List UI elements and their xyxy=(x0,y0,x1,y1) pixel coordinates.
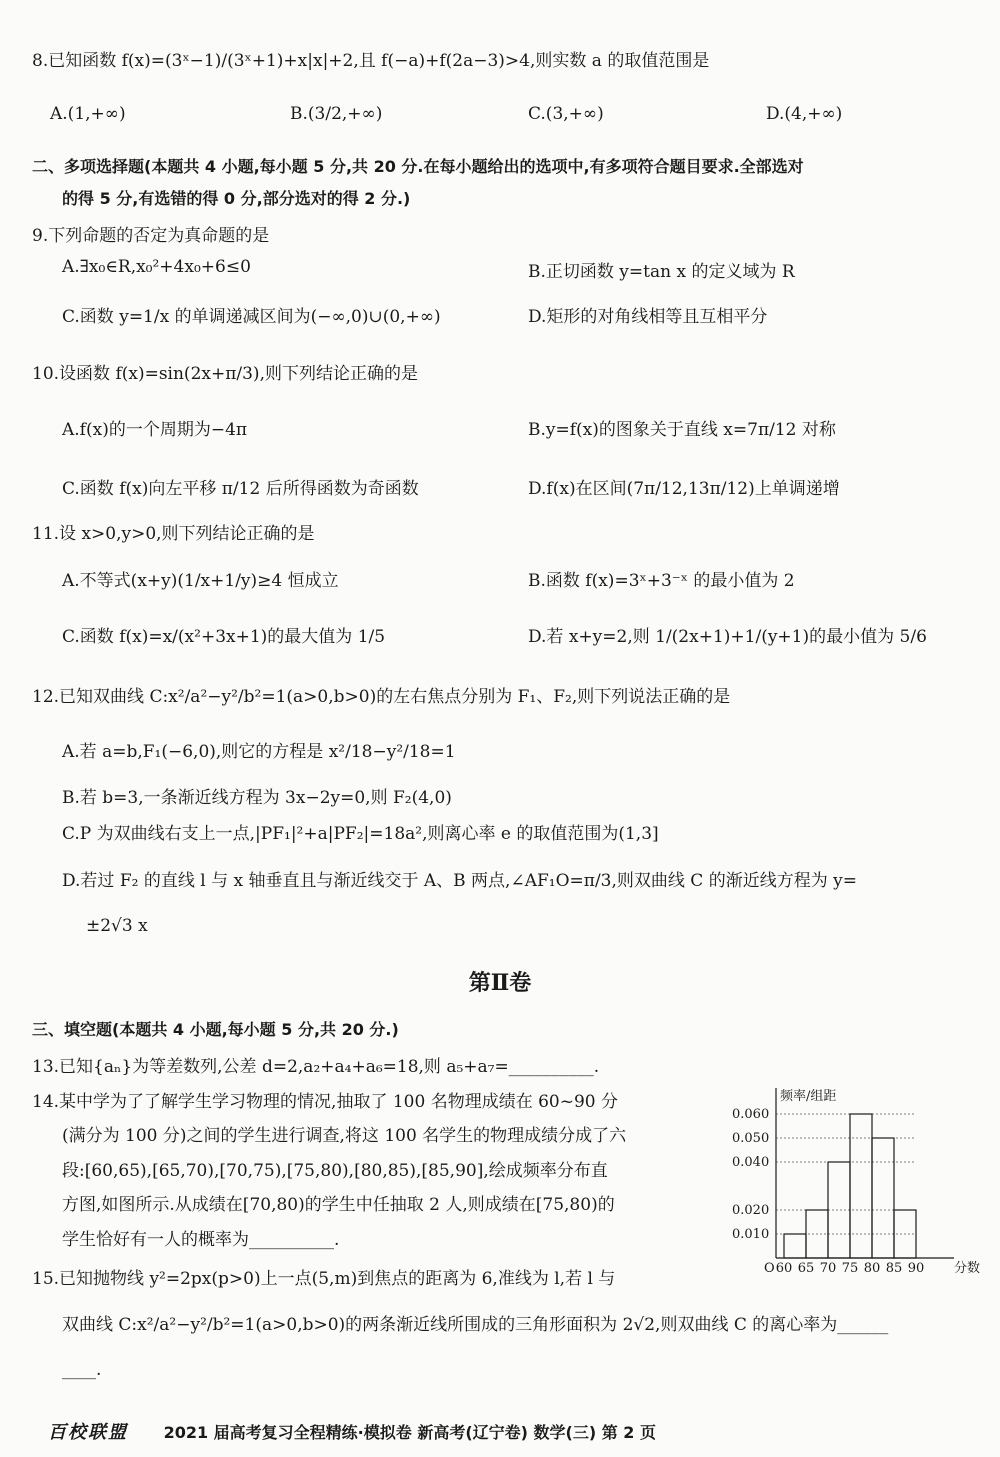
page-footer xyxy=(48,1418,656,1444)
q9-option-b: B.正切函数 y=tan x 的定义域为 R xyxy=(528,262,795,282)
histogram-xtick-label: 75 xyxy=(841,1261,859,1276)
histogram-ytick-label: 0.020 xyxy=(732,1203,770,1218)
histogram-ytick-label: 0.050 xyxy=(732,1131,770,1146)
q11-option-c: C.函数 f(x)=x/(x²+3x+1)的最大值为 1/5 xyxy=(62,627,386,647)
histogram-xtick-label: 80 xyxy=(863,1261,881,1276)
histogram-bar-70-75 xyxy=(828,1162,850,1258)
q15-line1: 15.已知抛物线 y²=2px(p>0)上一点(5,m)到焦点的距离为 6,准线为 l,若 l 与 xyxy=(32,1269,616,1289)
q8-option-c: C.(3,+∞) xyxy=(528,104,604,124)
q14-line4: 方图,如图所示.从成绩在[70,80)的学生中任抽取 2 人,则成绩在[75,80)的 xyxy=(62,1195,615,1215)
q9-option-a: A.∃x₀∈R,x₀²+4x₀+6≤0 xyxy=(62,257,251,277)
q11-stem: 11.设 x>0,y>0,则下列结论正确的是 xyxy=(32,524,315,544)
histogram-ytick-label: 0.040 xyxy=(732,1155,770,1170)
section3-heading: 三、填空题(本题共 4 小题,每小题 5 分,共 20 分.) xyxy=(32,1020,399,1039)
q10-option-c: C.函数 f(x)向左平移 π/12 后所得函数为奇函数 xyxy=(62,479,419,499)
frequency-histogram xyxy=(728,1082,990,1278)
q10-option-b: B.y=f(x)的图象关于直线 x=7π/12 对称 xyxy=(528,420,836,440)
q12-option-a: A.若 a=b,F₁(−6,0),则它的方程是 x²/18−y²/18=1 xyxy=(62,742,456,762)
publisher-logo: 百校联盟 xyxy=(48,1422,128,1443)
q8-option-b: B.(3/2,+∞) xyxy=(290,104,383,124)
histogram-bar-60-65 xyxy=(784,1234,806,1258)
q12-stem: 12.已知双曲线 C:x²/a²−y²/b²=1(a>0,b>0)的左右焦点分别为 F₁、F₂,则下列说法正确的是 xyxy=(32,687,731,707)
q13: 13.已知{aₙ}为等差数列,公差 d=2,a₂+a₄+a₆=18,则 a₅+a₇=__________. xyxy=(32,1057,600,1077)
q11-option-a: A.不等式(x+y)(1/x+1/y)≥4 恒成立 xyxy=(62,571,339,591)
q8-stem: 8.已知函数 f(x)=(3ˣ−1)/(3ˣ+1)+x|x|+2,且 f(−a)+f(2a−3)>4,则实数 a 的取值范围是 xyxy=(32,51,710,71)
q10-option-a: A.f(x)的一个周期为−4π xyxy=(62,420,248,440)
q12-option-c: C.P 为双曲线右支上一点,|PF₁|²+a|PF₂|=18a²,则离心率 e 的取值范围为(1,3] xyxy=(62,824,659,844)
section2-heading-line2: 的得 5 分,有选错的得 0 分,部分选对的得 2 分.) xyxy=(62,189,411,208)
q12-option-d: D.若过 F₂ 的直线 l 与 x 轴垂直且与渐近线交于 A、B 两点,∠AF₁O=π/3,则双曲线 C 的渐近线方程为 y= xyxy=(62,871,857,891)
histogram-bar-80-85 xyxy=(872,1138,894,1258)
q14-line5: 学生恰好有一人的概率为__________. xyxy=(62,1230,340,1250)
q8-option-a: A.(1,+∞) xyxy=(50,104,126,124)
q10-option-d: D.f(x)在区间(7π/12,13π/12)上单调递增 xyxy=(528,479,840,499)
histogram-xtick-label: 60 xyxy=(775,1261,793,1276)
q15-line2: 双曲线 C:x²/a²−y²/b²=1(a>0,b>0)的两条渐近线所围成的三角形面积为 2√2,则双曲线 C 的离心率为______ xyxy=(62,1315,889,1335)
histogram-ylabel: 频率/组距 xyxy=(780,1089,837,1104)
q10-stem: 10.设函数 f(x)=sin(2x+π/3),则下列结论正确的是 xyxy=(32,364,418,384)
histogram-xtick-label: 90 xyxy=(907,1261,925,1276)
footer-text: 2021 届高考复习全程精练·模拟卷 新高考(辽宁卷) 数学(三) 第 2 页 xyxy=(163,1423,656,1442)
q12-option-b: B.若 b=3,一条渐近线方程为 3x−2y=0,则 F₂(4,0) xyxy=(62,788,452,808)
histogram-xtick-label: 65 xyxy=(797,1261,815,1276)
q8-option-d: D.(4,+∞) xyxy=(766,104,843,124)
q12-option-d-continued: ±2√3 x xyxy=(86,916,148,936)
q9-stem: 9.下列命题的否定为真命题的是 xyxy=(32,226,270,246)
section2-heading-line1: 二、多项选择题(本题共 4 小题,每小题 5 分,共 20 分.在每小题给出的选项中,有多项符合题目要求.全部选对 xyxy=(32,157,804,176)
q14-line3: 段:[60,65),[65,70),[70,75),[75,80),[80,85),[85,90],绘成频率分布直 xyxy=(62,1161,608,1181)
q11-option-b: B.函数 f(x)=3ˣ+3⁻ˣ 的最小值为 2 xyxy=(528,571,795,591)
histogram-bar-75-80 xyxy=(850,1114,872,1258)
q11-option-d: D.若 x+y=2,则 1/(2x+1)+1/(y+1)的最小值为 5/6 xyxy=(528,627,927,647)
q14-line2: (满分为 100 分)之间的学生进行调查,将这 100 名学生的物理成绩分成了六 xyxy=(62,1126,627,1146)
histogram-xlabel: 分数 xyxy=(954,1261,981,1276)
q15-line3: ____. xyxy=(62,1360,102,1380)
q9-option-d: D.矩形的对角线相等且互相平分 xyxy=(528,307,768,327)
histogram-xtick-label: 85 xyxy=(885,1261,903,1276)
histogram-ytick-label: 0.010 xyxy=(732,1227,770,1242)
part-ii-title: 第Ⅱ卷 xyxy=(468,970,532,996)
q14-line1: 14.某中学为了了解学生学习物理的情况,抽取了 100 名物理成绩在 60~90 分 xyxy=(32,1092,619,1112)
histogram-xtick-label: 70 xyxy=(819,1261,837,1276)
histogram-ytick-label: 0.060 xyxy=(732,1107,770,1122)
histogram-origin: O xyxy=(764,1261,775,1276)
q9-option-c: C.函数 y=1/x 的单调递减区间为(−∞,0)∪(0,+∞) xyxy=(62,307,441,327)
